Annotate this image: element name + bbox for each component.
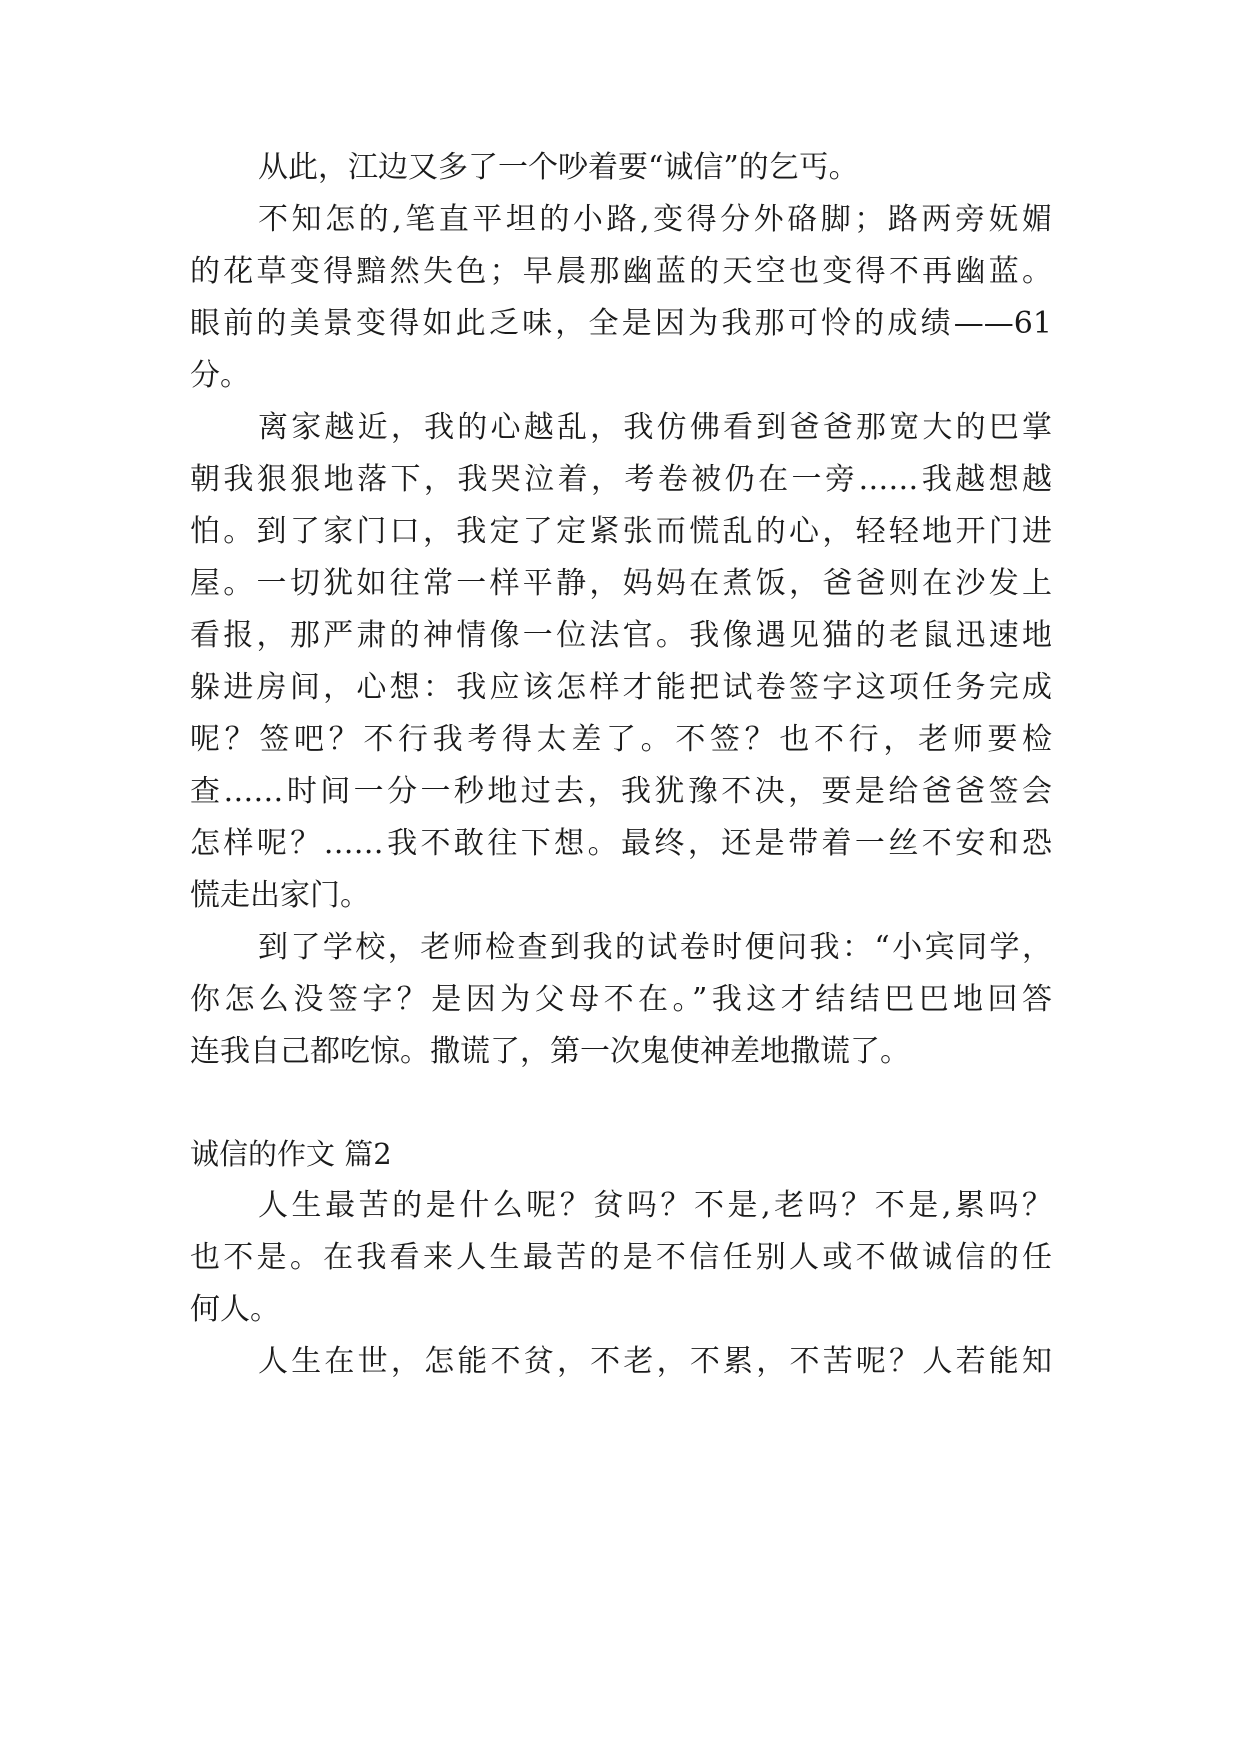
paragraph-line: 怕。到了家门口，我定了定紧张而慌乱的心，轻轻地开门进 [190, 514, 1052, 549]
paragraph-line: 分。 [190, 358, 250, 393]
paragraph-line: 躲进房间，心想：我应该怎样才能把试卷签字这项任务完成 [190, 670, 1052, 705]
paragraph-line: 离家越近，我的心越乱，我仿佛看到爸爸那宽大的巴掌 [258, 410, 1052, 445]
paragraph-line: 的花草变得黯然失色；早晨那幽蓝的天空也变得不再幽蓝。 [190, 254, 1052, 289]
paragraph-line: 不知怎的,笔直平坦的小路,变得分外硌脚；路两旁妩媚 [258, 202, 1052, 237]
paragraph-line: 呢？签吧？不行我考得太差了。不签？也不行，老师要检 [190, 722, 1052, 757]
paragraph-line: 连我自己都吃惊。撒谎了，第一次鬼使神差地撒谎了。 [190, 1034, 910, 1069]
paragraph-line: 你怎么没签字？是因为父母不在。”我这才结结巴巴地回答 [190, 982, 1052, 1017]
paragraph-line: 怎样呢？……我不敢往下想。最终，还是带着一丝不安和恐 [190, 826, 1052, 861]
paragraph-line: 查……时间一分一秒地过去，我犹豫不决，要是给爸爸签会 [190, 774, 1052, 809]
paragraph-line: 到了学校，老师检查到我的试卷时便问我：“小宾同学， [258, 930, 1052, 965]
paragraph-line: 看报，那严肃的神情像一位法官。我像遇见猫的老鼠迅速地 [190, 618, 1052, 653]
paragraph-line: 人生最苦的是什么呢？贫吗？不是,老吗？不是,累吗？ [258, 1188, 1052, 1223]
paragraph-line: 慌走出家门。 [190, 878, 370, 913]
paragraph-line: 眼前的美景变得如此乏味，全是因为我那可怜的成绩——61 [190, 306, 1052, 341]
section-heading: 诚信的作文 篇2 [190, 1137, 392, 1171]
paragraph-line: 屋。一切犹如往常一样平静，妈妈在煮饭，爸爸则在沙发上 [190, 566, 1052, 601]
paragraph-line: 也不是。在我看来人生最苦的是不信任别人或不做诚信的任 [190, 1240, 1052, 1275]
paragraph-line: 人生在世，怎能不贫，不老，不累，不苦呢？人若能知 [258, 1344, 1052, 1379]
paragraph-line: 从此，江边又多了一个吵着要“诚信”的乞丐。 [258, 150, 859, 185]
paragraph-line: 朝我狠狠地落下，我哭泣着，考卷被仍在一旁……我越想越 [190, 462, 1052, 497]
paragraph-line: 何人。 [190, 1292, 280, 1327]
